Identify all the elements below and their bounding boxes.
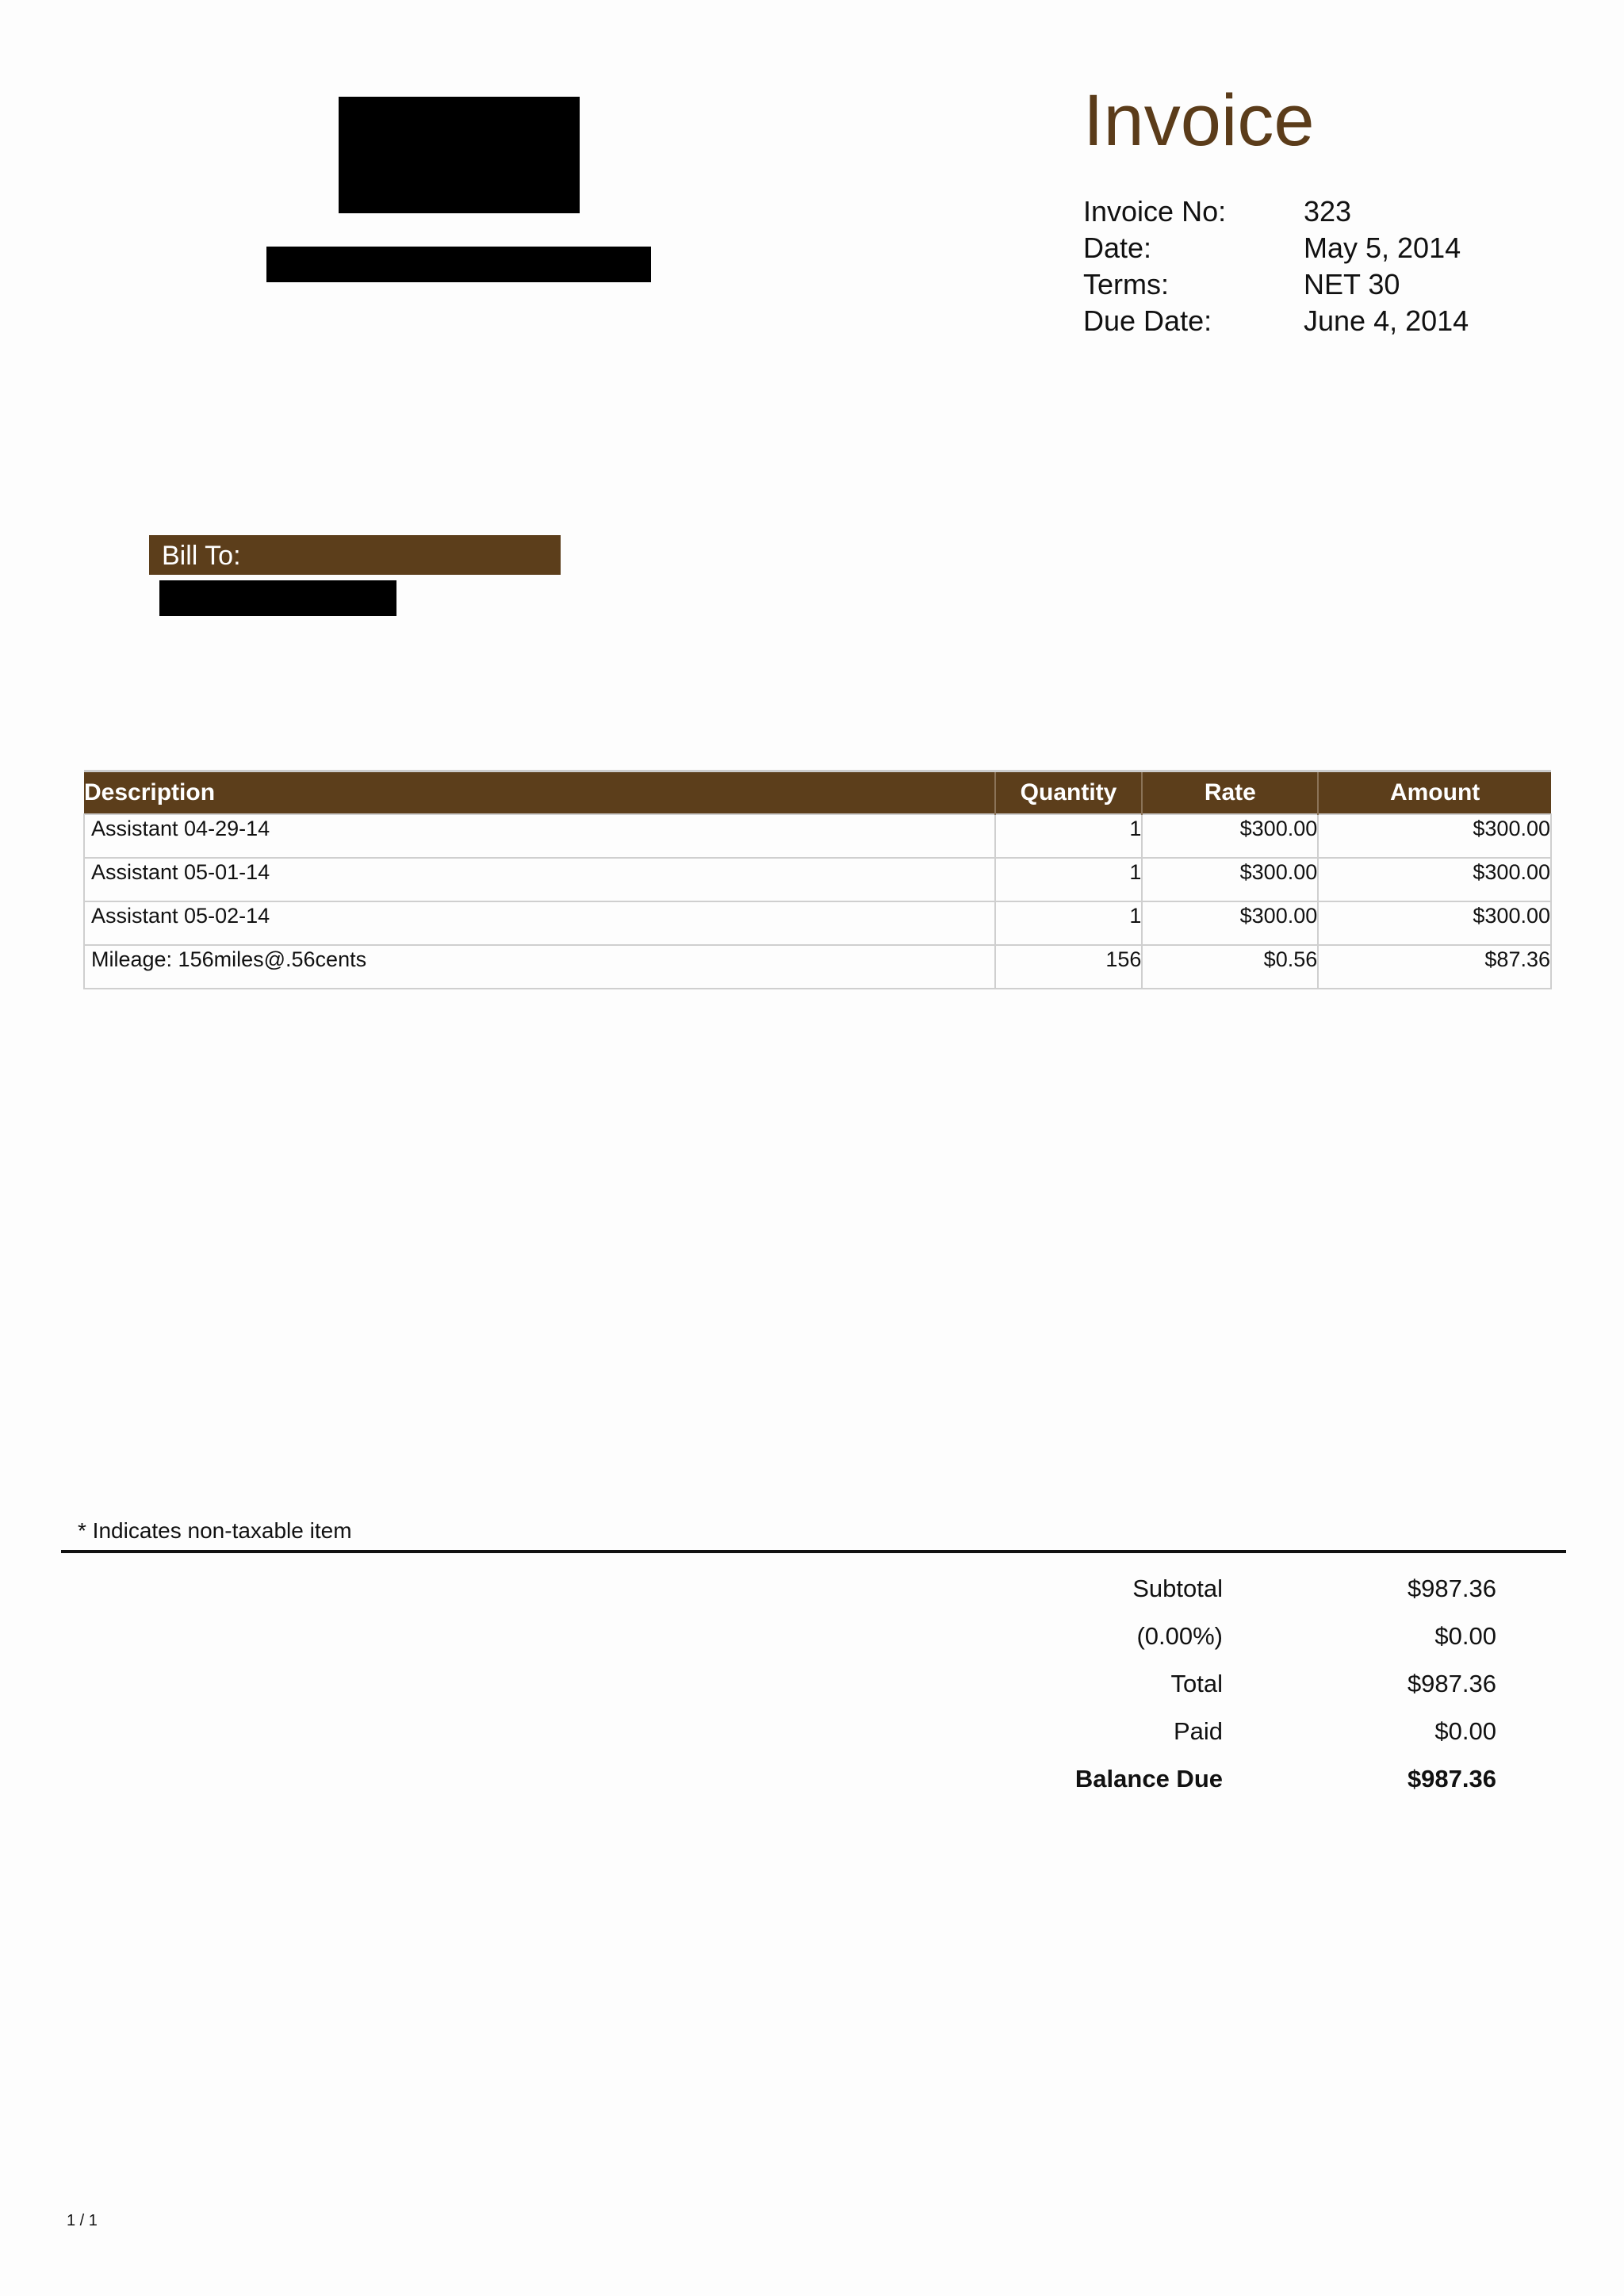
invoice-title: Invoice — [1083, 80, 1315, 161]
cell-quantity: 1 — [995, 814, 1143, 858]
meta-label: Due Date: — [1083, 304, 1212, 337]
cell-description: Mileage: 156miles@.56cents — [84, 945, 995, 989]
totals-divider — [61, 1550, 1566, 1553]
table-row — [84, 814, 1551, 858]
column-header-amount: Amount — [1318, 771, 1551, 815]
cell-rate: $0.56 — [1142, 945, 1318, 989]
table-row — [84, 858, 1551, 901]
meta-label: Date: — [1083, 232, 1152, 264]
totals-label: (0.00%) — [1136, 1622, 1223, 1650]
column-header-rate: Rate — [1142, 771, 1318, 815]
totals-label: Subtotal — [1132, 1575, 1223, 1602]
cell-rate: $300.00 — [1142, 858, 1318, 901]
meta-row-date — [1083, 230, 1469, 266]
meta-row-terms — [1083, 266, 1469, 303]
cell-quantity: 1 — [995, 858, 1143, 901]
meta-value: 323 — [1304, 195, 1352, 228]
totals-label: Balance Due — [1074, 1765, 1223, 1793]
meta-row-invoice-no — [1083, 193, 1469, 230]
totals-value: $987.36 — [1407, 1575, 1496, 1602]
column-header-description: Description — [84, 771, 995, 815]
cell-amount: $87.36 — [1318, 945, 1551, 989]
table-row — [84, 945, 1551, 989]
totals-label: Total — [1170, 1670, 1223, 1697]
totals-row-tax — [952, 1613, 1507, 1660]
totals-row-total — [952, 1660, 1507, 1708]
totals-row-balance-due — [952, 1755, 1507, 1803]
cell-amount: $300.00 — [1318, 858, 1551, 901]
column-header-quantity: Quantity — [995, 771, 1143, 815]
non-taxable-note: * Indicates non-taxable item — [78, 1518, 352, 1543]
cell-amount: $300.00 — [1318, 814, 1551, 858]
totals-row-paid — [952, 1708, 1507, 1755]
cell-description: Assistant 05-02-14 — [84, 901, 995, 945]
totals-value: $987.36 — [1407, 1765, 1496, 1793]
page-indicator: 1 / 1 — [67, 2212, 98, 2229]
meta-value: June 4, 2014 — [1304, 304, 1469, 337]
cell-description: Assistant 05-01-14 — [84, 858, 995, 901]
cell-quantity: 156 — [995, 945, 1143, 989]
totals-value: $0.00 — [1434, 1717, 1496, 1745]
cell-description: Assistant 04-29-14 — [84, 814, 995, 858]
table-header-row — [84, 771, 1551, 815]
meta-label: Terms: — [1083, 268, 1169, 300]
totals-block — [952, 1565, 1507, 1803]
line-items-table — [83, 770, 1552, 989]
meta-value: NET 30 — [1304, 268, 1400, 300]
cell-quantity: 1 — [995, 901, 1143, 945]
totals-label: Paid — [1173, 1717, 1223, 1745]
invoice-meta — [1083, 193, 1469, 339]
totals-row-subtotal — [952, 1565, 1507, 1613]
redacted-bill-to-name — [159, 580, 396, 616]
bill-to-header: Bill To: — [149, 535, 561, 575]
cell-rate: $300.00 — [1142, 814, 1318, 858]
meta-value: May 5, 2014 — [1304, 232, 1461, 264]
meta-row-due-date — [1083, 303, 1469, 339]
cell-amount: $300.00 — [1318, 901, 1551, 945]
cell-rate: $300.00 — [1142, 901, 1318, 945]
redacted-company-name — [266, 247, 651, 282]
totals-value: $987.36 — [1407, 1670, 1496, 1697]
table-row — [84, 901, 1551, 945]
meta-label: Invoice No: — [1083, 195, 1227, 228]
totals-value: $0.00 — [1434, 1622, 1496, 1650]
redacted-logo — [339, 97, 580, 213]
